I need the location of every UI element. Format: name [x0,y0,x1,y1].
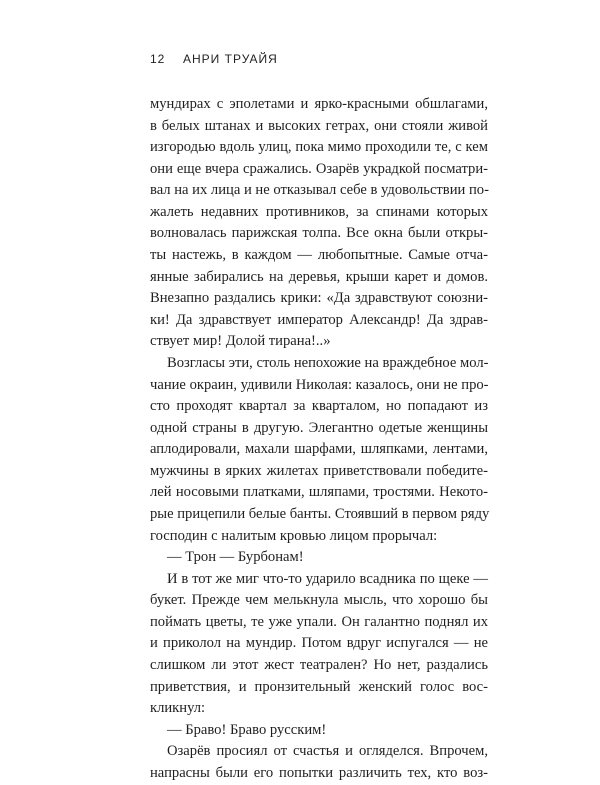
text-line: поймать цветы, те уже упали. Он галантно поднял их [150,613,488,630]
text-line: Внезапно раздались крики: «Да здравствуют союзни- [150,290,488,307]
running-header [150,52,278,66]
text-line: слишком ли этот жест театрален? Но нет, раздались [150,657,488,674]
text-line: мундирах с эполетами и ярко-красными обшлагами, [150,96,488,112]
text-line: рые прицепили белые банты. Стоявший в первом ряду [150,505,490,522]
text-line: кликнул: [150,700,206,717]
body-text [150,94,488,785]
text-line: аплодировали, махали шарфами, шляпками, лентами, [150,441,488,458]
text-line: мужчины в ярких жилетах приветствовали победите- [150,462,488,479]
text-line: Возгласы эти, столь непохожие на враждебное мол- [167,354,489,371]
text-line: — Трон — Бурбонам! [167,549,304,566]
text-line: сто проходят квартал за кварталом, но попадают из [150,398,488,415]
text-line: И в тот же миг что-то ударило всадника по щеке — [167,570,488,587]
text-line: и приколол на мундир. Потом вдруг испугался — не [150,635,488,652]
running-title: АНРИ ТРУАЙЯ [183,52,278,66]
text-line: ты настежь, в каждом — любопытные. Самые отча- [150,247,488,264]
text-line: — Браво! Браво русским! [167,721,327,738]
text-line: господин с налитым кровью лицом прорычал: [150,527,438,544]
text-line: изгородью вдоль улиц, пока мимо проходили те, с кем [150,139,488,156]
text-line: ки! Да здравствует император Александр! Да здрав- [150,311,488,328]
text-line: лей носовыми платками, шляпами, тростями. Некото- [150,484,488,501]
text-line: жалеть недавних противников, за спинами которых [150,203,488,220]
text-line: ствует мир! Долой тирана!..» [150,333,331,350]
text-line: напрасны были его попытки различить тех, кто воз- [150,764,488,781]
text-line: в белых штанах и высоких гетрах, они стояли живой [150,117,488,134]
text-line: они еще вчера сражались. Озарёв украдкой посматри- [150,160,488,177]
text-line: чание окраин, удивили Николая: казалось, они не про- [150,376,489,393]
text-line: вал на их лица и не отказывал себе в удовольствии по- [150,182,489,199]
text-line: янные забирались на деревья, крыши карет и домов. [150,268,488,285]
text-line: Озарёв просиял от счастья и огляделся. Впрочем, [167,743,488,760]
text-line: волновалась парижская толпа. Все окна были откры- [150,225,488,242]
text-line: приветствия, и пронзительный женский голос вос- [150,678,488,695]
text-line: букет. Прежде чем мелькнула мысль, что хорошо бы [150,592,488,609]
text-line: одной страны в другую. Элегантно одетые женщины [150,419,488,436]
page-number: 12 [150,52,166,66]
